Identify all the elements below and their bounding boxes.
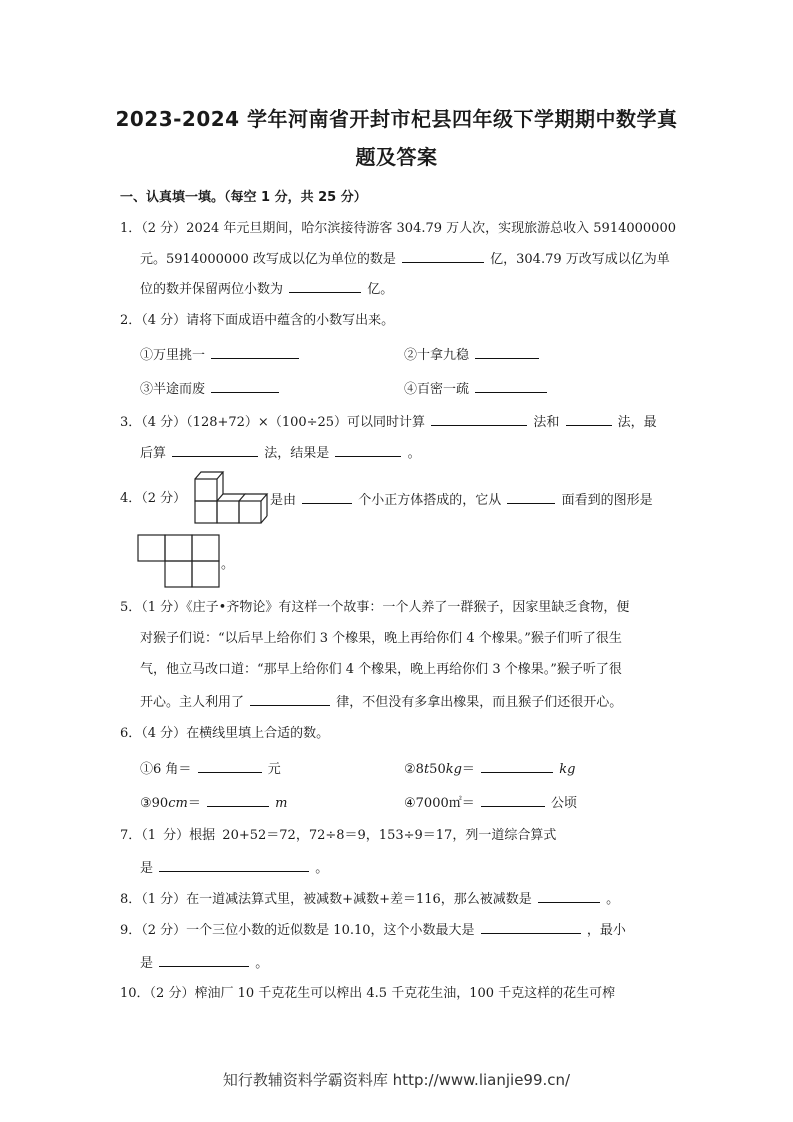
q6-unit: 公顷 xyxy=(551,796,578,811)
q4-end: 。 xyxy=(221,557,235,572)
q9-blank-2[interactable] xyxy=(159,953,249,967)
q9-text: ，最小 xyxy=(586,923,626,938)
q6-unit: t xyxy=(423,762,430,777)
q6-unit: kg xyxy=(445,762,462,777)
q2-blank-c[interactable] xyxy=(211,379,279,393)
q4-text: 个小正方体搭成的，它从 xyxy=(358,493,502,508)
q6-unit: cm xyxy=(168,796,188,811)
q3-line-1 xyxy=(120,412,657,432)
q1-blank-1[interactable] xyxy=(402,249,484,263)
q3-blank-4[interactable] xyxy=(335,443,401,457)
q3-line-2 xyxy=(140,443,421,463)
q3-blank-1[interactable] xyxy=(431,412,527,426)
q9-text: 是 xyxy=(140,956,154,971)
q6-unit: m xyxy=(275,796,288,811)
q7-text: 是 xyxy=(140,861,154,876)
q6-text: ②8 xyxy=(404,762,424,777)
q2-item-a xyxy=(140,345,301,365)
q9-line-2 xyxy=(140,953,268,973)
q6-stem: 6．（4 分）在横线里填上合适的数。 xyxy=(120,726,330,741)
q2-stem: 2．（4 分）请将下面成语中蕴含的小数写出来。 xyxy=(120,313,395,328)
q9-text: 9．（2 分）一个三位小数的近似数是 10.10，这个小数最大是 xyxy=(120,923,475,938)
q3-blank-3[interactable] xyxy=(172,443,258,457)
q3-text: 。 xyxy=(407,446,421,461)
q1-line-1: 1．（2 分）2024 年元旦期间，哈尔滨接待游客 304.79 万人次，实现旅游总收入 5914000000 xyxy=(120,221,676,236)
q8-line xyxy=(120,889,619,909)
q2-blank-a[interactable] xyxy=(211,345,299,359)
q7-text: 。 xyxy=(315,861,329,876)
q6-text: ＝ xyxy=(187,796,201,811)
page-title xyxy=(60,100,733,176)
q1-blank-2[interactable] xyxy=(289,279,361,293)
q4-blank-1[interactable] xyxy=(302,490,352,504)
q3-text: 法和 xyxy=(533,415,560,430)
q6-blank-a[interactable] xyxy=(198,759,262,773)
cube-stack-figure xyxy=(192,468,270,526)
q8-blank[interactable] xyxy=(538,889,600,903)
q2-blank-d[interactable] xyxy=(475,379,547,393)
q5-line-1: 5．（1 分）《庄子•齐物论》有这样一个故事：一个人养了一群猴子，因家里缺乏食物，便 xyxy=(120,600,630,615)
q6-blank-d[interactable] xyxy=(481,793,545,807)
q5-text: 开心。主人利用了 xyxy=(140,695,245,710)
q2-label: ②十拿九稳 xyxy=(404,348,470,363)
q7-blank[interactable] xyxy=(159,858,309,872)
q1-text: 亿。 xyxy=(367,282,394,297)
q3-blank-2[interactable] xyxy=(566,412,612,426)
q4-label: 4．（2 分） xyxy=(120,491,187,506)
q6-item-a xyxy=(140,759,281,779)
title-line-2: 题及答案 xyxy=(355,145,438,169)
q6-unit: kg xyxy=(559,762,576,777)
q6-text: ＝ xyxy=(461,762,475,777)
q5-line-4 xyxy=(140,692,622,712)
q6-item-c xyxy=(140,793,287,813)
q4-text: 面看到的图形是 xyxy=(561,493,653,508)
q2-label: ③半途而废 xyxy=(140,382,206,397)
q2-item-b xyxy=(404,345,541,365)
q4-text: 是由 xyxy=(270,493,297,508)
q6-blank-c[interactable] xyxy=(207,793,269,807)
q5-line-2: 对猴子们说：“以后早上给你们 3 个橡果，晚上再给你们 4 个橡果。”猴子们听了很生 xyxy=(140,631,622,646)
q2-label: ①万里挑一 xyxy=(140,348,206,363)
title-line-1: 2023-2024 学年河南省开封市杞县四年级下学期期中数学真 xyxy=(115,107,678,131)
q5-blank[interactable] xyxy=(250,692,330,706)
q4-line-1 xyxy=(270,490,653,510)
q3-text: 法，最 xyxy=(617,415,657,430)
q6-text: ①6 角＝ xyxy=(140,762,192,777)
q6-text: ③90 xyxy=(140,796,169,811)
q6-unit: 元 xyxy=(267,762,281,777)
q6-item-b xyxy=(404,759,575,779)
q2-item-d xyxy=(404,379,549,399)
q8-text: 8．（1 分）在一道减法算式里，被减数+减数+差＝116，那么被减数是 xyxy=(120,892,532,907)
q9-text: 。 xyxy=(255,956,269,971)
q1-line-2 xyxy=(140,249,670,269)
q6-item-d xyxy=(404,793,577,813)
view-grid-figure xyxy=(136,533,222,589)
q9-line-1 xyxy=(120,920,626,940)
q5-text: 律，不但没有多拿出橡果，而且猴子们还很开心。 xyxy=(336,695,623,710)
footer-watermark: 知行教辅资料学霸资料库 http://www.lianjie99.cn/ xyxy=(222,1071,571,1089)
q6-text: ④7000㎡＝ xyxy=(404,796,475,811)
q2-label: ④百密一疏 xyxy=(404,382,470,397)
q1-text: 位的数并保留两位小数为 xyxy=(140,282,284,297)
q5-line-3: 气，他立马改口道：“那早上给你们 4 个橡果，晚上再给你们 3 个橡果。”猴子听了很 xyxy=(140,662,622,677)
q2-item-c xyxy=(140,379,281,399)
q2-blank-b[interactable] xyxy=(475,345,539,359)
q1-line-3 xyxy=(140,279,393,299)
q9-blank-1[interactable] xyxy=(481,920,581,934)
q3-text: 后算 xyxy=(140,446,167,461)
q3-text: 3．（4 分）（128+72）×（100÷25）可以同时计算 xyxy=(120,415,426,430)
q1-text: 亿，304.79 万改写成以亿为单 xyxy=(490,252,670,267)
q10-line-1: 10．（2 分）榨油厂 10 千克花生可以榨出 4.5 千克花生油，100 千克这样的花生可榨 xyxy=(120,986,616,1001)
q7-line-2 xyxy=(140,858,328,878)
q7-line-1: 7．（1 分）根据 20+52＝72，72÷8＝9，153÷9＝17，列一道综合算式 xyxy=(120,828,557,843)
q4-blank-2[interactable] xyxy=(507,490,555,504)
q8-text: 。 xyxy=(606,892,620,907)
q6-blank-b[interactable] xyxy=(481,759,553,773)
q6-text: 50 xyxy=(429,762,446,777)
q1-text: 元。5914000000 改写成以亿为单位的数是 xyxy=(140,252,396,267)
q3-text: 法，结果是 xyxy=(264,446,330,461)
section-heading: 一、认真填一填。（每空 1 分，共 25 分） xyxy=(120,190,367,205)
